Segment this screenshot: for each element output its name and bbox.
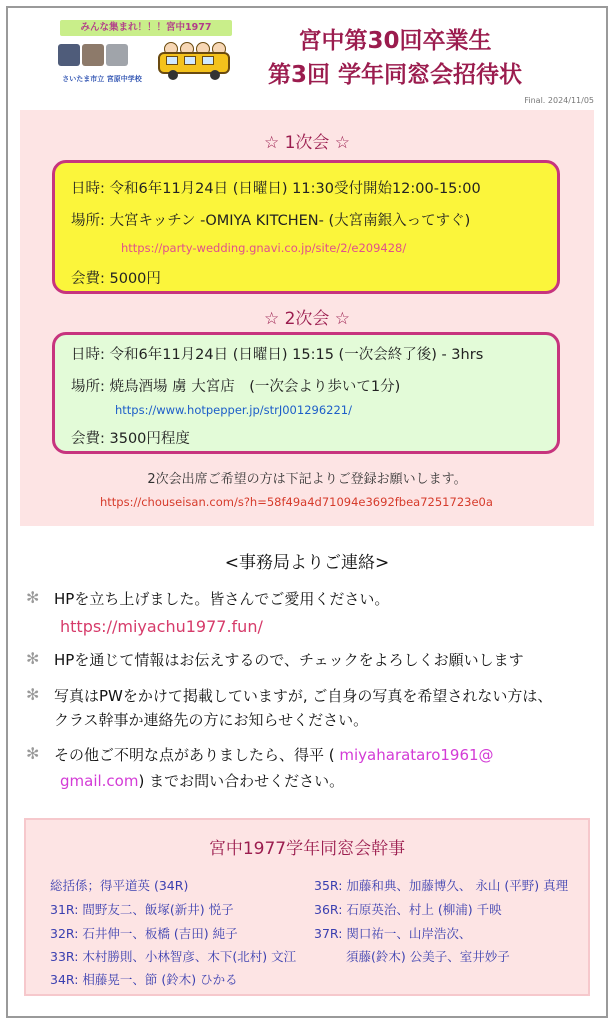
register-link[interactable]: https://chouseisan.com/s?h=58f49a4d71094e3692fbea7251723e0a — [100, 495, 493, 509]
organizers-heading: 宮中1977学年同窓会幹事 — [208, 839, 406, 859]
notice-item-1 — [26, 587, 596, 643]
notice-item-2-text: HPを通じて情報はお伝えするので、チェックをよろしくお願いします — [54, 651, 524, 669]
bus-window — [184, 56, 196, 65]
first-party-link[interactable]: https://party-wedding.gnavi.co.jp/site/2/e209428/ — [121, 241, 407, 255]
second-party-note: 2次会出席ご希望の方は下記よりご登録お願いします。 — [147, 472, 467, 487]
second-party-date: 日時: 令和6年11月24日 (日曜日) 15:15 (一次会終了後) - 3hrs — [71, 347, 484, 363]
bus-window — [202, 56, 214, 65]
second-party-heading: ☆ 2次会 ☆ — [263, 309, 351, 329]
second-party-box — [52, 332, 560, 454]
first-party-heading: ☆ 1次会 ☆ — [263, 133, 351, 153]
bus-wheel — [168, 70, 178, 80]
reunion-logo — [54, 20, 234, 94]
organizer-right-2: 36R: 石原英治、村上 (柳浦) 千映 — [314, 902, 502, 917]
version-note: Final. 2024/11/05 — [524, 96, 594, 105]
school-photo-3 — [106, 44, 128, 66]
organizer-left-3: 32R: 石井伸一、板橋 (吉田) 純子 — [50, 926, 238, 941]
organizer-right-3: 37R: 関口祐一、山岸浩次、 — [314, 926, 472, 941]
title-line-2: 第3回 学年同窓会招待状 — [267, 62, 522, 88]
asterisk-icon: ✻ — [26, 744, 40, 763]
notice-item-2 — [26, 648, 596, 674]
school-photo-2 — [82, 44, 104, 66]
notice-item-4-line-2 — [60, 769, 344, 793]
asterisk-icon: ✻ — [26, 649, 40, 668]
school-photos — [54, 44, 150, 92]
notice-item-4-prefix: その他ご不明な点がありましたら、得平 ( — [54, 746, 340, 764]
second-party-link[interactable]: https://www.hotpepper.jp/strJ001296221/ — [115, 403, 352, 417]
organizer-left-4: 33R: 木村勝則、小林智彦、木下(北村) 文江 — [50, 949, 297, 964]
school-bus-icon — [158, 40, 230, 80]
second-party-place: 場所: 焼鳥酒場 虜 大宮店 (一次会より歩いて1分) — [71, 379, 401, 395]
school-photo-1 — [58, 44, 80, 66]
first-party-box — [52, 160, 560, 294]
contact-email-part-2[interactable]: gmail.com — [60, 772, 139, 790]
notice-item-4 — [26, 743, 596, 795]
organizer-left-1: 総括係；得平道英 (34R) — [50, 878, 189, 893]
organizer-right-1: 35R: 加藤和典、加藤博久、 永山 (平野) 真理 — [314, 878, 569, 893]
notice-item-4-suffix: ) までお問い合わせください。 — [138, 772, 345, 790]
organizer-left-5: 34R: 相藤晃一、節 (鈴木) ひかる — [50, 972, 238, 987]
notice-item-4-line-1 — [54, 743, 494, 767]
organizers-panel — [24, 818, 590, 996]
contact-email-part-1[interactable]: miyaharataro1961@ — [339, 746, 494, 764]
notice-item-3-line-2: クラス幹事か連絡先の方にお知らせください。 — [54, 711, 369, 729]
logo-caption: さいたま市立 宮原中学校 — [62, 75, 142, 83]
asterisk-icon: ✻ — [26, 588, 40, 607]
notice-item-3-line-1: 写真はPWをかけて掲載していますが, ご自身の写真を希望されない方は、 — [54, 687, 553, 705]
notice-item-3 — [26, 684, 596, 736]
bus-wheel — [210, 70, 220, 80]
first-party-place: 場所: 大宮キッチン -OMIYA KITCHEN- (大宮南銀入ってすぐ) — [71, 213, 471, 229]
first-party-date: 日時: 令和6年11月24日 (日曜日) 11:30受付開始12:00-15:00 — [71, 181, 481, 197]
asterisk-icon: ✻ — [26, 685, 40, 704]
title-line-1: 宮中第30回卒業生 — [298, 28, 492, 54]
logo-banner: みんな集まれ！！！宮中1977 — [60, 20, 232, 36]
page-title — [242, 24, 548, 92]
notices-heading: <事務局よりご連絡> — [224, 553, 390, 573]
organizer-right-4: 須藤(鈴木) 公美子、室井妙子 — [346, 949, 510, 964]
organizer-left-2: 31R: 間野友二、飯塚(新井) 悦子 — [50, 902, 234, 917]
homepage-link[interactable]: https://miyachu1977.fun/ — [60, 617, 263, 636]
first-party-fee: 会費: 5000円 — [71, 271, 161, 287]
events-panel — [20, 110, 594, 526]
second-party-fee: 会費: 3500円程度 — [71, 431, 190, 447]
bus-window — [166, 56, 178, 65]
notice-item-1-text: HPを立ち上げました。皆さんでご愛用ください。 — [54, 590, 390, 608]
